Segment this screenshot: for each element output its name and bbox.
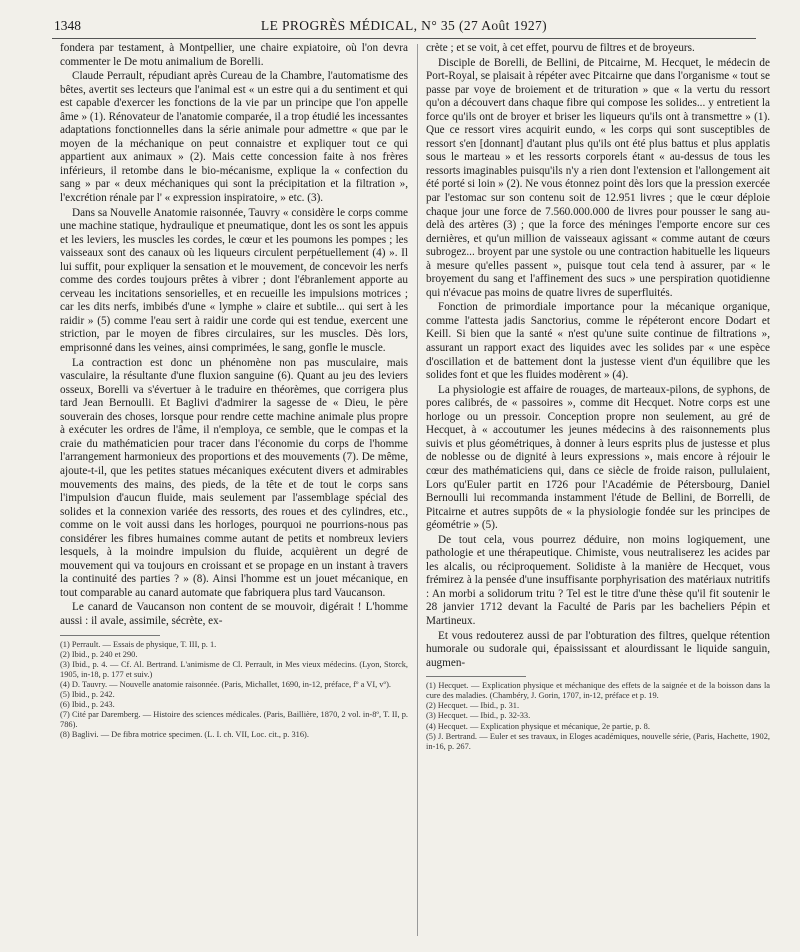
footnote: (5) J. Bertrand. — Euler et ses travaux, in Eloges académiques, nouvelle série, (Paris, Hachette, 1902, in-16, p. 267.: [426, 731, 770, 751]
footnote-rule: [60, 635, 160, 636]
journal-title: LE PROGRÈS MÉDICAL, N° 35 (27 Août 1927): [260, 18, 548, 33]
paragraph: Disciple de Borelli, de Bellini, de Pitcairne, M. Hecquet, le médecin de Port-Royal, se plaisait à répéter avec Pitcairne que dans l'organisme « tout se passe par voye de broiement et de trituration » que « la vertu du ressort qu'on a découvert dans chaque fibre qui compose les solides... y entretient la force qu'ils ont de broyer et briser les liqueurs qu'ils ont à transmettre » (1). Que ce ressort vires acquirit eundo, « les corps qui sont susceptibles de ressort s'en [donnant] d'autant plus qu'ils ont été plus battus et plus applatis sous le marteau » et les ressorts corporels étant « au-dessus de tous les ressorts imaginables puisqu'ils n'y a rien dont l'extension et l'allongement ait été porté si loin » (2). Ne vous étonnez point dès lors que la pression exercée par l'estomac sur son contenu soit de 12.951 livres ; que le cœur déploie chaque jour une force de 7.560.000.000 de livres pour pousser le sang au-delà des artères (3) ; que la force des méninges l'emporte encore sur ces dernières, et qu'un million de vaisseaux agissant « comme autant de cœurs subrogez... broyent par une systole ou une contraction habituelle les liqueurs à mesure qu'elles passent », puisque tout cela tend à assurer, par « le broyement du sang et l'affinement des sucs » une perspiration quotidienne qui n'évacue pas moins de quatre livres de superfluités.: [426, 56, 770, 299]
footnote: (1) Hecquet. — Explication physique et méchanique des effets de la saignée et de la boisson dans la cure des maladies. (Chambéry, J. Gorin, 1707, in-12, préface et p. 19.: [426, 681, 770, 701]
paragraph: Le canard de Vaucanson non content de se mouvoir, digérait ! L'homme aussi : il avale, assimile, sécrète, ex-: [60, 601, 408, 627]
footnote: (3) Ibid., p. 4. — Cf. Al. Bertrand. L'animisme de Cl. Perrault, in Mes vieux médecins. (Lyon, Storck, 1905, in-18, p. 177 et suiv.): [60, 659, 408, 679]
paragraph: Claude Perrault, répudiant après Cureau de la Chambre, l'automatisme des bêtes, avertit ses lecteurs que l'animal est « un estre qui a du sentiment et qui est capable d'exercer les fonctions de la vie par un principe que l'on appelle âme » (1). Rénovateur de l'anatomie comparée, il a trop étudié les incessantes adaptations fonctionnelles dans la série animale pour admettre « que par le moyen de la méchanique on peut connaistre et expliquer tout ce qui appartient aux animaux » (2). Mais cette concession faite à nos frères inférieurs, il retombe dans le bio-mécanisme, explique la « confection du sang » par « deux méchaniques qui sont la précipitation et la filtration », l'excrétion rénale par l' « expression inspiratoire, » etc. (3).: [60, 70, 408, 205]
right-column-text: [426, 42, 770, 670]
page-number: 1348: [54, 18, 81, 33]
paragraph: Et vous redouterez aussi de par l'obturation des filtres, quelque rétention humorale ou sudorale qui, épaississant et alourdissant le liquide sanguin, augmen-: [426, 629, 770, 669]
column-divider: [417, 44, 418, 936]
footnote: (4) D. Tauvry. — Nouvelle anatomie raisonnée. (Paris, Michallet, 1690, in-12, préface, fº a VI, vº).: [60, 679, 391, 689]
footnote: (7) Cité par Daremberg. — Histoire des sciences médicales. (Paris, Baillière, 1870, 2 vol. in-8º, T. II, p. 786).: [60, 710, 408, 730]
paragraph: La physiologie est affaire de rouages, de marteaux-pilons, de syphons, de pores calibrés, de « passoires », comme dit Hecquet. Notre corps est une horloge ou un pressoir. Conception propre non seulement, au gré de Hecquet, à « accoutumer les jeunes médecins à des raisonnements plus suivis et plus géométriques, à donner à leurs esprits plus de justesse et plus de noblesse ou de dignité à leurs expressions », mais encore à réjouir le cœur des mathématiciens qui, dans ce siècle de froide raison, pullulaient, Lors qu'Euler partit en 1726 pour l'Académie de Pétersbourg, Daniel Bernoulli lui recommanda instamment l'étude de Bellini, de Borrelli, de Pitcairne et autres suppôts de « la physiologie fondée sur les principes de géométrie » (5).: [426, 383, 770, 532]
footnote: (2) Ibid., p. 240 et 290.: [60, 649, 138, 659]
left-column-text: [60, 42, 408, 629]
right-footnotes: [426, 681, 770, 752]
left-footnotes: [60, 640, 408, 741]
footnote: (4) Hecquet. — Explication physique et mécanique, 2e partie, p. 8.: [426, 721, 650, 731]
footnote: (2) Hecquet. — Ibid., p. 31.: [426, 701, 520, 711]
footnote: (5) Ibid., p. 242.: [60, 689, 115, 699]
footnote: (8) Baglivi. — De fibra motrice specimen. (L. I. ch. VII, Loc. cit., p. 316).: [60, 730, 309, 740]
paragraph: De tout cela, vous pourrez déduire, non moins logiquement, une pathologie et une thérapeutique. Chimiste, vous neutraliserez les acides par les alcalis, ou réciproquement. Solidiste à la manière de Hecquet, vous frémirez à la pensée d'une insuffisante porphyrisation des matériaux nutritifs : An morbi a solidorum tritu ? Tel est le titre d'une thèse qu'il fit soutenir le 28 janvier 1712 devant la Faculté de Paris par les bacheliers Pépin et Martineux.: [426, 533, 770, 627]
paragraph: fondera par testament, à Montpellier, une chaire expiatoire, où l'on devra commenter le De motu animalium de Borelli.: [60, 42, 408, 68]
right-column: [426, 42, 770, 752]
paragraph: crète ; et se voit, à cet effet, pourvu de filtres et de broyeurs.: [426, 42, 695, 54]
paragraph: Dans sa Nouvelle Anatomie raisonnée, Tauvry « considère le corps comme une machine statique, hydraulique et pneumatique, dont les os sont les appuis et les leviers, les muscles les cordes, le cœur et les poumons les pompes ; les vaisseaux sont des canaux où les liqueurs circulent perpétuellement (4) ». Il lui suffit, pour expliquer la sensation et le mouvement, de concevoir les nerfs comme des cordes toujours prêtes à vibrer ; dont l'ébranlement apporte au cerveau les incitations sensorielles, et en recueille les impulsions motrices ; car les dits nerfs, imbibés d'une « lymphe » claire et subtile... qui sert à les raidir » (5) comme l'eau sert à raidir une corde qui est tendue, exercent une striction, par le moyen de fibres circulaires, sur les muscles. Dès lors, emprisonné dans les veines, ainsi comprimées, le sang, gonfle le muscle.: [60, 206, 408, 355]
footnote-rule: [426, 676, 526, 677]
left-column: [60, 42, 408, 740]
footnote: (3) Hecquet. — Ibid., p. 32-33.: [426, 711, 531, 721]
footnote: (1) Perrault. — Essais de physique, T. III, p. 1.: [60, 639, 217, 649]
paragraph: Fonction de primordiale importance pour la mécanique organique, comme l'attesta jadis Sanctorius, comme le répéteront encore Dodart et Keill. Si bien que la santé « n'est qu'une suite continue de filtrations », assurant un rapport exact des liquides avec les solides par « une espèce d'oscillation et de battement dont la justesse vient d'un équilibre que les solides font et que les fluides modèrent » (4).: [426, 301, 770, 382]
paragraph: La contraction est donc un phénomène non pas musculaire, mais vasculaire, la résultante d'une fluxion sanguine (6). Quant au jeu des leviers osseux, Borelli va s'évertuer à le traduire en théorèmes, que corrigera plus tard Jean Bernoulli. Et Baglivi d'admirer la sagesse de « Dieu, le père souverain des choses, lorsque pour rendre cette machine animale plus propre à exécuter les ordres de l'âme, il n'employa, ce semble, que le compas et la craie du mathématicien pour tracer dans l'économie du corps de l'homme l'arrangement harmonieux des proportions et des mouvements (7). De même, ajoute-t-il, que les petites statues mécaniques exécutent divers et admirables mouvements des mains, des pieds, de la tête et de tout le corps sans l'impulsion d'aucun fluide, mais seulement par l'assemblage spécial des solides et la connexion variée des ressorts, des roues et des cylindres, etc., comme on le voit aussi dans les horloges, pourquoi ne pourrions-nous pas considérer les fibres humaines comme autant de petits et nombreux leviers lesquels, à la moindre impulsion du fluide, acquièrent un degré de mouvement qui va toujours en croissant et se propage en un instant à travers la continuité des parties ? » (8). Ainsi l'homme est un jouet mécanique, en tout comparable au canard automate que fabriquera plus tard Vaucanson.: [60, 356, 408, 599]
page-header: [52, 12, 756, 39]
footnote: (6) Ibid., p. 243.: [60, 700, 115, 710]
